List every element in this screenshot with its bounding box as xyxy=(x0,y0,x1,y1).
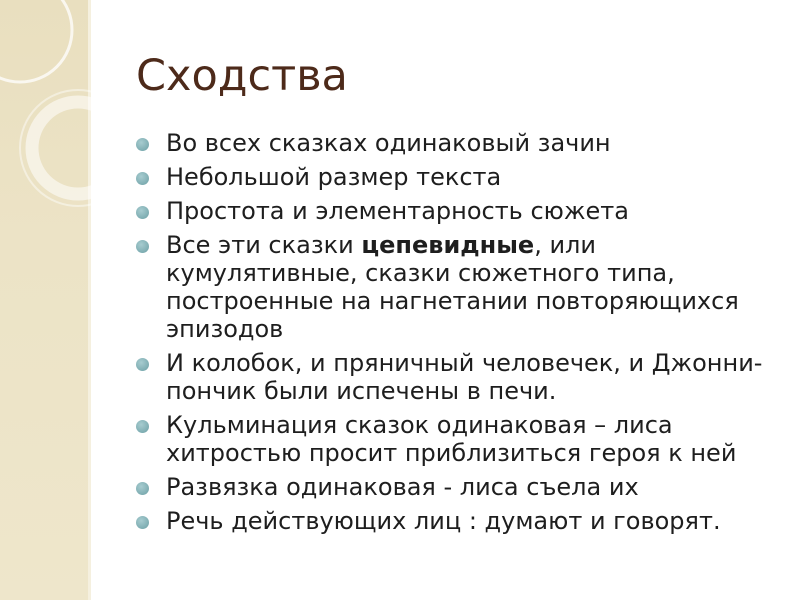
bullet-text: Во всех сказках одинаковый зачин xyxy=(166,129,611,157)
decorative-circle-small xyxy=(32,102,120,194)
bullet-icon xyxy=(136,206,149,219)
list-item xyxy=(134,411,794,467)
bullet-icon xyxy=(136,358,149,371)
bullet-icon xyxy=(136,482,149,495)
bullet-icon xyxy=(136,138,149,151)
bullet-icon xyxy=(136,240,149,253)
list-item xyxy=(134,231,794,343)
bullet-text: Кульминация сказок одинаковая – лиса хитростью просит приблизиться героя к ней xyxy=(166,411,737,467)
bullet-text: Речь действующих лиц : думают и говорят. xyxy=(166,507,721,535)
bullet-bold-term: цепевидные xyxy=(361,231,535,259)
list-item xyxy=(134,507,794,535)
bullet-text-after: , или кумулятивные, сказки сюжетного типа, построенные на нагнетании повторяющихся эпизодов xyxy=(166,231,739,343)
bullet-icon xyxy=(136,420,149,433)
bullet-text: Небольшой размер текста xyxy=(166,163,502,191)
list-item xyxy=(134,473,794,501)
list-item xyxy=(134,349,794,405)
decorative-circle-large xyxy=(0,0,72,82)
bullet-text: И колобок, и пряничный человечек, и Джонни-пончик были испечены в печи. xyxy=(166,349,763,405)
bullet-text-before: Все эти сказки xyxy=(166,231,362,259)
bullet-list xyxy=(134,129,794,541)
list-item xyxy=(134,163,794,191)
slide-title: Сходства xyxy=(136,51,348,101)
bullet-text: Простота и элементарность сюжета xyxy=(166,197,629,225)
list-item xyxy=(134,197,794,225)
bullet-text: Развязка одинаковая - лиса съела их xyxy=(166,473,639,501)
decorative-circles xyxy=(0,0,120,220)
bullet-icon xyxy=(136,516,149,529)
list-item xyxy=(134,129,794,157)
bullet-icon xyxy=(136,172,149,185)
